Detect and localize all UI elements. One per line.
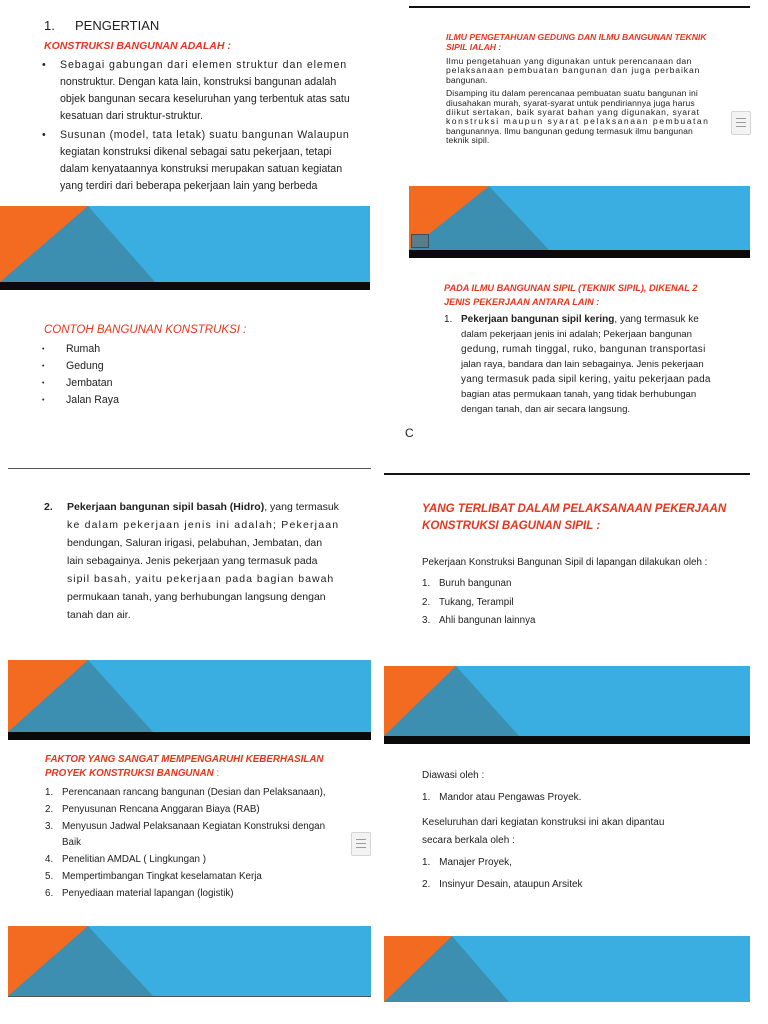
slide-banner — [409, 186, 750, 258]
heading-line: KONSTRUKSI BAGUNAN SIPIL : — [422, 519, 601, 532]
item-number: 2. — [45, 804, 54, 815]
list-item-label: Ahli bangunan lainnya — [439, 615, 536, 626]
item-number: 3. — [45, 821, 54, 832]
heading-line: PADA ILMU BANGUNAN SIPIL (TEKNIK SIPIL), DIKENAL 2 — [444, 283, 698, 293]
page-title: PENGERTIAN — [75, 18, 160, 33]
slide-divider — [8, 996, 371, 997]
numbered-list — [45, 785, 355, 901]
line: jalan raya, bandara dan lain sebagainya. Jenis pekerjaan — [461, 359, 704, 370]
line: Disamping itu dalam perencanaa pembuatan suatu bangunan ini — [446, 88, 698, 99]
item-number: 2. — [422, 879, 431, 890]
list-item-label: Rumah — [66, 343, 101, 355]
item-number: 4. — [45, 853, 54, 865]
list-item-label: Tukang, Terampil — [439, 596, 514, 608]
slide-banner — [0, 206, 370, 290]
slide-banner — [8, 660, 371, 740]
line: teknik sipil. — [446, 135, 490, 146]
list-item-label: Mandor atau Pengawas Proyek. — [439, 792, 582, 803]
list-item-label: Jembatan — [66, 377, 113, 389]
list-item-label: Menyusun Jadwal Pelaksanaan Kegiatan Konstruksi dengan — [62, 821, 326, 832]
list-item — [42, 392, 242, 409]
line: permukaan tanah, yang berhubungan langsung dengan — [67, 591, 326, 603]
bullet-item — [42, 127, 372, 195]
banner-bar — [0, 282, 370, 290]
line: bangunannya. Ilmu bangunan gedung termasuk ilmu bangunan — [446, 125, 693, 136]
bullet-item — [42, 57, 372, 125]
list-item-label: Insinyur Desain, ataupun Arsitek — [439, 879, 583, 890]
line: nonstruktur. Dengan kata lain, konstruksi bangunan adalah — [60, 76, 337, 88]
line — [461, 312, 726, 327]
list-item — [422, 594, 535, 613]
banner-shapes — [0, 206, 370, 290]
list-item — [45, 886, 355, 902]
list-item-label: Jalan Raya — [66, 394, 119, 406]
list-item — [422, 874, 583, 896]
line: ke dalam pekerjaan jenis ini adalah; Pekerjaan — [67, 519, 340, 531]
line: bangunan. — [446, 74, 488, 85]
item-number: 3. — [422, 615, 431, 626]
line: sipil basah, yaitu pekerjaan pada bagian bawah — [67, 573, 335, 585]
item-number: 1. — [422, 792, 431, 803]
slide-divider — [384, 473, 750, 475]
line: bagian atas permukaan tanah, yang tidak berhubungan — [461, 389, 697, 400]
line: kegiatan konstruksi dikenal sebagai satu pekerjaan, tetapi — [60, 146, 332, 158]
banner-shapes — [384, 666, 750, 744]
list-item — [422, 792, 581, 803]
document-menu-button[interactable] — [731, 111, 751, 135]
banner-bar — [409, 250, 750, 258]
heading-line: ILMU PENGETAHUAN GEDUNG DAN ILMU BANGUNAN TEKNIK — [446, 32, 707, 42]
list-item — [422, 612, 535, 631]
slide-heading — [422, 500, 726, 534]
slide-heading — [444, 281, 697, 309]
list-item — [422, 852, 583, 874]
heading-line: YANG TERLIBAT DALAM PELAKSANAAN PEKERJAAN — [422, 502, 727, 515]
bullet-icon: • — [42, 397, 45, 404]
list-item — [42, 341, 242, 358]
item-number: 6. — [45, 887, 54, 899]
line: secara berkala oleh : — [422, 835, 515, 846]
line: diikut sertakan, baik syarat bahan yang digunakan, syarat — [446, 107, 700, 118]
list-item — [422, 575, 535, 594]
heading-text: PROYEK KONSTRUKSI BANGUNAN — [45, 768, 214, 779]
bullet-icon: • — [42, 380, 45, 387]
numbered-list — [422, 575, 535, 631]
line: Ilmu pengetahuan yang digunakan untuk perencanaan dan — [446, 56, 692, 66]
slide-banner — [8, 926, 371, 996]
banner-bar — [8, 732, 371, 740]
line: lain sebagainya. Jenis pekerjaan yang termasuk pada — [67, 555, 318, 567]
example-list — [42, 341, 242, 409]
line: pelaksanaan pembuatan bangunan dan juga perbaikan — [446, 65, 701, 76]
slide-heading — [45, 753, 324, 781]
bullet-icon: • — [42, 59, 46, 71]
bullet-icon: • — [42, 363, 45, 370]
item-number: 2. — [422, 596, 431, 608]
list-item — [42, 358, 242, 375]
section-number: 1. — [44, 18, 55, 33]
line — [67, 498, 359, 516]
banner-shapes — [8, 660, 371, 740]
paragraph — [422, 814, 664, 850]
slide-banner — [384, 666, 750, 744]
line: dalam pekerjaan jenis ini adalah; Pekerjaan bangunan — [461, 329, 692, 340]
list-item — [45, 802, 355, 818]
list-item-continuation: Baik — [62, 836, 82, 848]
stray-letter: C — [405, 426, 414, 440]
numbered-list — [422, 852, 583, 896]
line: konstruksi maupun syarat pelaksanaan pembuatan — [446, 116, 710, 127]
line: dalam kenyataannya konstruksi merupakan satuan kegiatan — [60, 163, 343, 175]
item-number: 2. — [44, 501, 53, 513]
item-title: Pekerjaan bangunan sipil basah (Hidro) — [67, 501, 265, 513]
document-menu-button[interactable] — [351, 832, 371, 856]
line: tanah dan air. — [67, 609, 131, 621]
item-number: 1. — [45, 787, 54, 798]
line: dengan tanah, dan air secara langsung. — [461, 404, 631, 415]
list-item-label: Penelitian AMDAL ( Lingkungan ) — [62, 853, 206, 865]
definition-list — [42, 57, 372, 195]
intro-text: Diawasi oleh : — [422, 770, 485, 781]
slide-body — [446, 57, 721, 146]
list-item — [45, 785, 355, 801]
subheading: KONSTRUKSI BANGUNAN ADALAH : — [44, 40, 231, 52]
banner-shapes — [409, 186, 750, 258]
list-item — [42, 375, 242, 392]
banner-shapes — [8, 926, 371, 996]
list-item — [45, 852, 355, 868]
line-text: , yang termasuk — [264, 501, 339, 513]
bullet-icon: • — [42, 346, 45, 353]
list-item-label: Manajer Proyek, — [439, 857, 512, 868]
list-item-label: Mempertimbangan Tingkat keselamatan Kerja — [62, 870, 262, 882]
line-text: , yang termasuk ke — [614, 314, 699, 325]
intro-text: Pekerjaan Konstruksi Bangunan Sipil di lapangan dilakukan oleh : — [422, 557, 708, 568]
list-item — [45, 869, 355, 885]
heading-line: JENIS PEKERJAAN ANTARA LAIN : — [444, 297, 600, 307]
line: Keseluruhan dari kegiatan konstruksi ini akan dipantau — [422, 817, 665, 828]
heading-colon: : — [213, 768, 220, 779]
item-number: 1. — [422, 578, 431, 589]
line: gedung, rumah tinggal, ruko, bangunan transportasi — [461, 344, 706, 355]
list-item-label: Gedung — [66, 360, 104, 372]
line: objek bangunan secara keseluruhan yang terbentuk atas satu — [60, 93, 350, 105]
slide-heading — [446, 32, 707, 52]
slide-divider — [8, 468, 371, 469]
banner-shapes — [384, 936, 750, 1002]
banner-bar — [384, 736, 750, 744]
slide-thumbnail-icon[interactable] — [411, 234, 429, 248]
item-number: 1. — [444, 314, 453, 325]
list-item-label: Penyediaan material lapangan (logistik) — [62, 887, 234, 899]
heading-line: FAKTOR YANG SANGAT MEMPENGARUHI KEBERHASILAN — [45, 754, 324, 765]
line: diusahakan murah, syarat-syarat untuk pendiriannya juga harus — [446, 97, 695, 108]
line: yang termasuk pada sipil kering, yaitu pekerjaan pada — [461, 374, 711, 385]
item-title: Pekerjaan bangunan sipil kering — [461, 314, 615, 325]
bullet-icon: • — [42, 129, 46, 141]
line: Susunan (model, tata letak) suatu bangunan Walaupun — [60, 129, 350, 141]
list-item-label: Buruh bangunan — [439, 578, 512, 589]
list-item — [45, 819, 355, 850]
line: Sebagai gabungan dari elemen struktur dan elemen — [60, 59, 348, 71]
line: yang terdiri dari beberapa pekerjaan lain yang berbeda — [60, 180, 318, 192]
slide-heading: CONTOH BANGUNAN KONSTRUKSI : — [44, 324, 247, 336]
item-number: 1. — [422, 857, 431, 868]
line: bendungan, Saluran irigasi, pelabuhan, Jembatan, dan — [67, 537, 323, 549]
list-item-label: Perencanaan rancang bangunan (Desian dan Pelaksanaan), — [62, 787, 326, 798]
heading-line — [45, 767, 324, 781]
list-item-label: Penyusunan Rencana Anggaran Biaya (RAB) — [62, 804, 260, 815]
item-number: 5. — [45, 870, 54, 882]
slide-banner — [384, 936, 750, 1002]
line: kesatuan dari struktur-struktur. — [60, 110, 204, 122]
heading-line: SIPIL IALAH : — [446, 42, 502, 52]
